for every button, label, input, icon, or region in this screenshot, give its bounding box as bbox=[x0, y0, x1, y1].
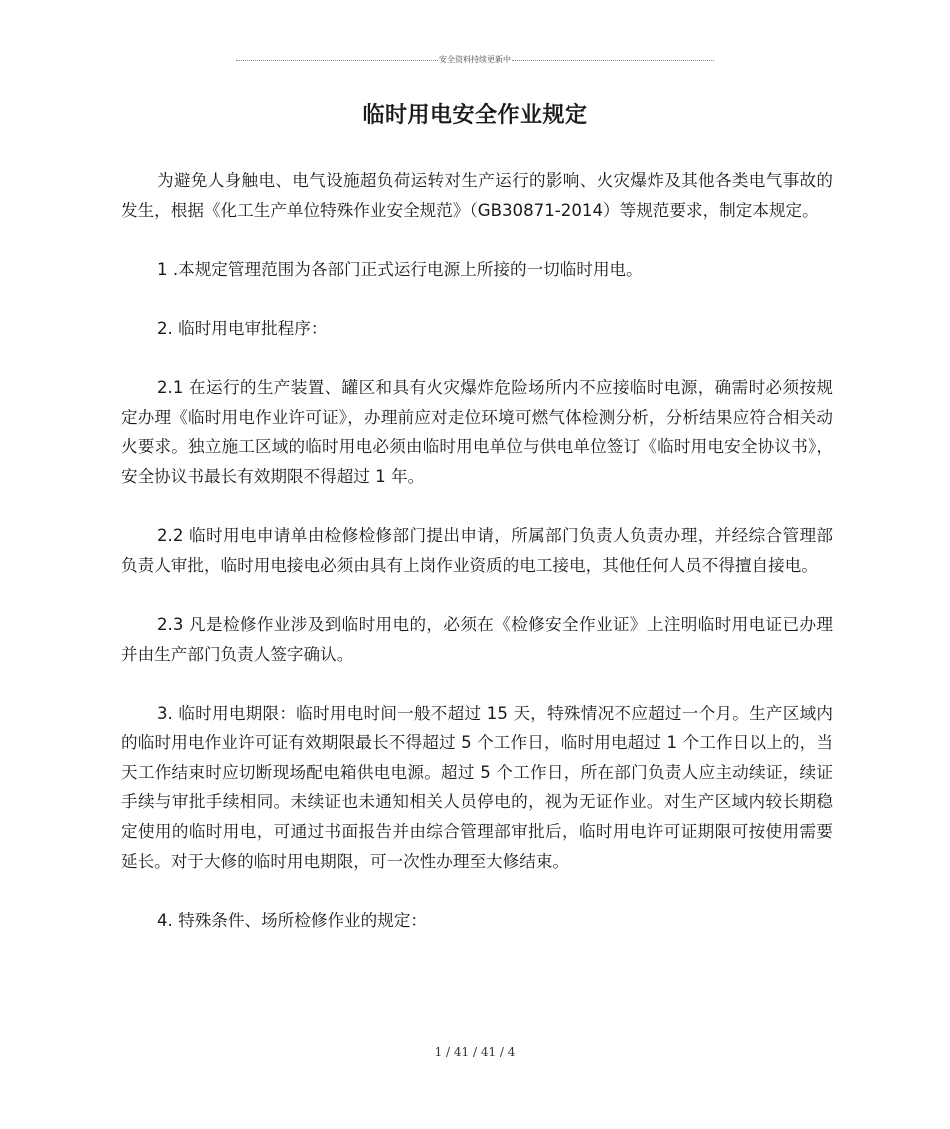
paragraph-2-1: 2.1 在运行的生产装置、罐区和具有火灾爆炸危险场所内不应接临时电源，确需时必须按规定办理《临时用电作业许可证》，办理前应对走位环境可燃气体检测分析，分析结果应符合相关动火要求。独立施工区域的临时用电必须由临时用电单位与供电单位签订《临时用电安全协议书》，安全协议书最长有效期限不得超过 1 年。 bbox=[121, 378, 833, 486]
document-body bbox=[121, 166, 833, 935]
paragraph-2: 2. 临时用电审批程序： bbox=[157, 318, 328, 338]
document-title: 临时用电安全作业规定 bbox=[362, 103, 588, 128]
paragraph-4: 4. 特殊条件、场所检修作业的规定： bbox=[157, 910, 428, 930]
paragraph-2-3: 2.3 凡是检修作业涉及到临时用电的，必须在《检修安全作业证》上注明临时用电证已办理并由生产部门负责人签字确认。 bbox=[121, 614, 833, 664]
header-dots-right bbox=[512, 55, 714, 61]
paragraph-intro: 为避免人身触电、电气设施超负荷运转对生产运行的影响、火灾爆炸及其他各类电气事故的发生，根据《化工生产单位特殊作业安全规范》（GB30871-2014）等规范要求，制定本规定。 bbox=[121, 171, 833, 220]
paragraph-2-2: 2.2 临时用电申请单由检修检修部门提出申请，所属部门负责人负责办理，并经综合管理部负责人审批，临时用电接电必须由具有上岗作业资质的电工接电，其他任何人员不得擅自接电。 bbox=[121, 526, 833, 575]
page-header bbox=[236, 54, 714, 65]
header-text: 安全资料持续更新中 bbox=[439, 55, 511, 64]
paragraph-1: 1 .本规定管理范围为各部门正式运行电源上所接的一切临时用电。 bbox=[157, 259, 643, 279]
paragraph-3: 3. 临时用电期限：临时用电时间一般不超过 15 天，特殊情况不应超过一个月。生产区域内的临时用电作业许可证有效期限最长不得超过 5 个工作日，临时用电超过 1 个工作日以上的，当天工作结束时应切断现场配电箱供电电源。超过 5 个工作日，所在部门负责人应主动续证，续证手续与审批手续相同。未续证也未通知相关人员停电的，视为无证作业。对生产区域内较长期稳定使用的临时用电，可通过书面报告并由综合管理部审批后，临时用电许可证期限可按使用需要延长。对于大修的临时用电期限，可一次性办理至大修结束。 bbox=[121, 703, 833, 871]
page-number: 1 / 41 / 41 / 4 bbox=[434, 1045, 516, 1059]
header-dots-left bbox=[236, 55, 438, 61]
